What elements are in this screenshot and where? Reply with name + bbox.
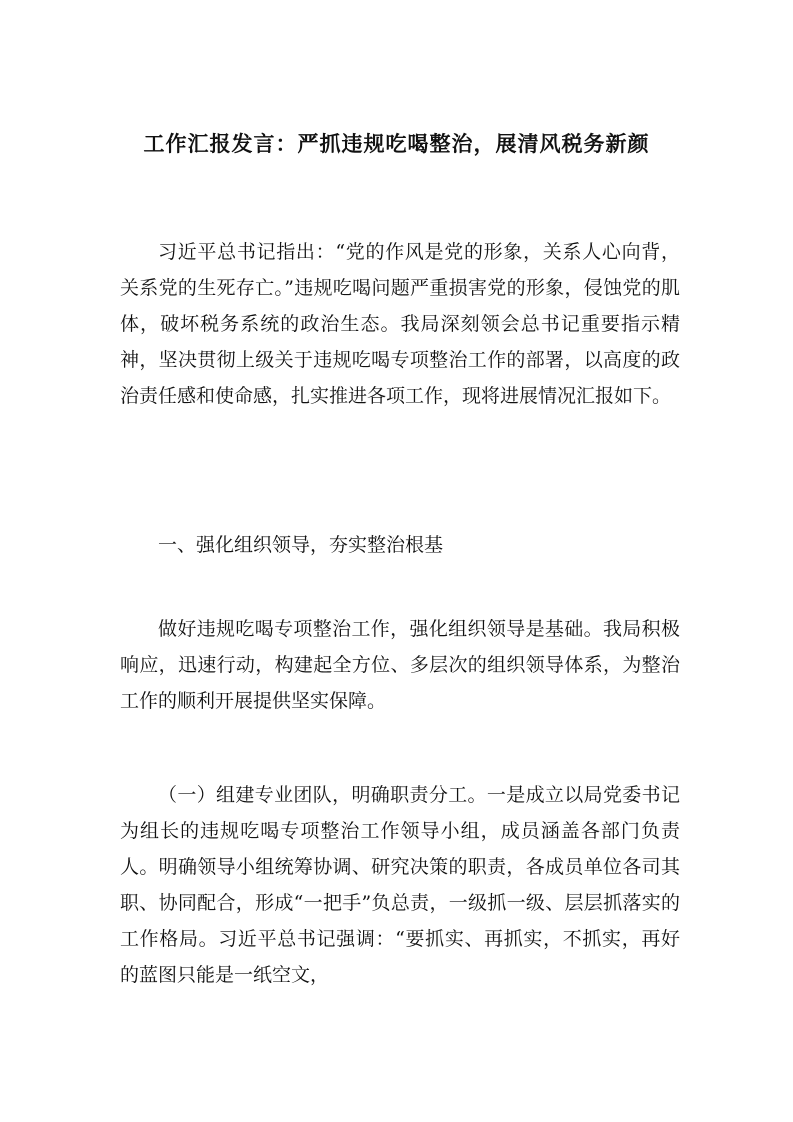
body-paragraph-section-1: 做好违规吃喝专项整治工作，强化组织领导是基础。我局积极响应，迅速行动，构建起全方位、多层次的组织领导体系，为整治工作的顺利开展提供坚实保障。 xyxy=(120,618,680,712)
document-title: 工作汇报发言：严抓违规吃喝整治，展清风税务新颜 xyxy=(143,131,650,156)
body-paragraph-subsection-1: （一）组建专业团队，明确职责分工。一是成立以局党委书记为组长的违规吃喝专项整治工作领导小组，成员涵盖各部门负责人。明确领导小组统筹协调、研究决策的职责，各成员单位各司其职、协同配合，形成“一把手”负总责，一级抓一级、层层抓落实的工作格局。习近平总书记强调：“要抓实、再抓实，不抓实，再好的蓝图只能是一纸空文， xyxy=(120,784,680,986)
body-paragraph-intro: 习近平总书记指出：“党的作风是党的形象，关系人心向背，关系党的生死存亡。”违规吃喝问题严重损害党的形象，侵蚀党的肌体，破坏税务系统的政治生态。我局深刻领会总书记重要指示精神，坚决贯彻上级关于违规吃喝专项整治工作的部署，以高度的政治责任感和使命感，扎实推进各项工作，现将进展情况汇报如下。 xyxy=(120,241,680,407)
section-heading-1: 一、强化组织领导，夯实整治根基 xyxy=(158,534,444,556)
